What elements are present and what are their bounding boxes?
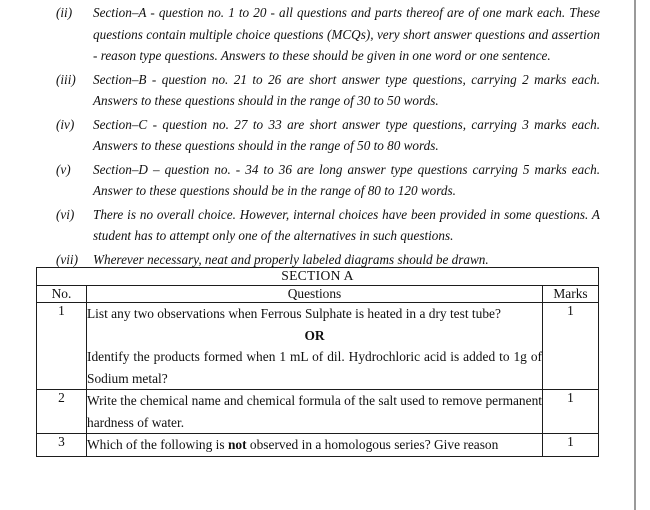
- table-row: [37, 303, 599, 390]
- instruction-item: [56, 204, 600, 247]
- instruction-text: Section–B - question no. 21 to 26 are short answer type questions, carrying 2 marks each. Answers to these questions should in the range of 30 to 50 words.: [93, 71, 600, 108]
- question-line: [87, 434, 542, 456]
- question-text-cell: [87, 390, 543, 434]
- question-text-cell: [87, 303, 543, 390]
- instruction-marker: (vii): [56, 251, 78, 267]
- question-marks: 1: [543, 434, 599, 457]
- question-line: Write the chemical name and chemical formula of the salt used to remove permanent hardness of water.: [87, 393, 542, 430]
- column-header-questions: Questions: [87, 286, 543, 303]
- instruction-text: Section–D – question no. - 34 to 36 are long answer type questions carrying 5 marks each. Answer to these questions should be in the range of 80 to 120 words.: [93, 161, 600, 198]
- instruction-item: [56, 69, 600, 112]
- column-header-marks: Marks: [543, 286, 599, 303]
- table-header-row: [37, 286, 599, 303]
- instruction-text: Section–A - question no. 1 to 20 - all questions and parts thereof are of one mark each. These questions contain multiple choice questions (MCQs), very short answer questions and assertion - reason type questions. Answers to these should be given in one word or one sentence.: [93, 5, 600, 63]
- page-edge-artifact: [634, 0, 636, 510]
- instruction-marker: (v): [56, 161, 71, 177]
- instruction-marker: (iv): [56, 116, 75, 132]
- question-number: 2: [37, 390, 87, 434]
- question-text-fragment: Which of the following is: [87, 437, 228, 452]
- instruction-marker: (ii): [56, 5, 73, 20]
- emphasis-text: not: [227, 437, 247, 452]
- question-number: 1: [37, 303, 87, 390]
- instruction-marker: (iii): [56, 71, 76, 87]
- instruction-item: [56, 114, 600, 157]
- instruction-item: [56, 2, 600, 67]
- instruction-text: There is no overall choice. However, internal choices have been provided in some questions. A student has to attempt only one of the alternatives in such questions.: [93, 206, 600, 243]
- table-row: [37, 390, 599, 434]
- instruction-text: Wherever necessary, neat and properly labeled diagrams should be drawn.: [93, 251, 489, 267]
- question-text-cell: [87, 434, 543, 457]
- instruction-marker: (vi): [56, 206, 75, 222]
- table-row: [37, 434, 599, 457]
- instruction-item: [56, 159, 600, 202]
- instructions-list: [56, 2, 600, 272]
- questions-table-body: [37, 268, 599, 457]
- instruction-text: Section–C - question no. 27 to 33 are short answer type questions, carrying 3 marks each. Answers to these questions should in the range of 50 to 80 words.: [93, 116, 600, 153]
- question-text-fragment: observed in a homologous series? Give reason: [246, 437, 499, 452]
- question-marks: 1: [543, 390, 599, 434]
- question-marks: 1: [543, 303, 599, 390]
- section-title-row: [37, 268, 599, 286]
- question-number: 3: [37, 434, 87, 457]
- questions-table: [36, 267, 599, 457]
- question-or-separator: OR: [304, 327, 325, 343]
- section-title: SECTION A: [37, 268, 599, 286]
- question-line: Identify the products formed when 1 mL of dil. Hydrochloric acid is added to 1g of Sodium metal?: [87, 349, 542, 386]
- column-header-no: No.: [37, 286, 87, 303]
- question-line: List any two observations when Ferrous Sulphate is heated in a dry test tube?: [87, 306, 501, 321]
